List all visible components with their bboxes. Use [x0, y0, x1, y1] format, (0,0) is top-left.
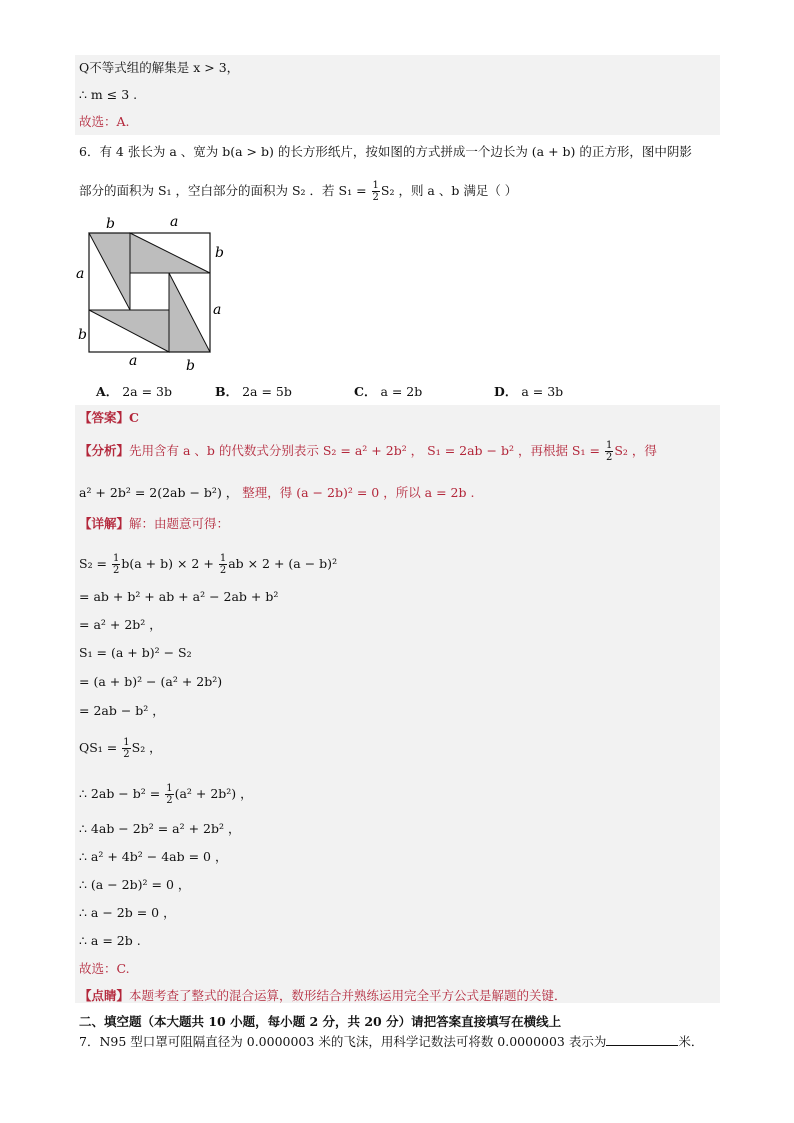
- option-c: C． a = 2b: [354, 384, 423, 399]
- detail-line-5: = 2ab − b² ，: [79, 703, 165, 718]
- q7-answer-blank[interactable]: [606, 1033, 678, 1046]
- q7-line: 7．N95 型口罩可阻隔直径为 0.0000003 米的飞沫，用科学记数法可将数 0.0000003 表示为 米．: [79, 1034, 704, 1049]
- shaded-triangle-right: [169, 273, 210, 352]
- label-left-a: a: [76, 266, 85, 282]
- detail-step-1: ∴ 4ab − 2b² = a² + 2b² ，: [79, 821, 241, 836]
- detail-line-4: = (a + b)² − (a² + 2b²): [79, 674, 223, 689]
- fraction-half: $\frac{1}{2}$: [123, 737, 130, 760]
- shaded-triangle-left: [89, 233, 130, 310]
- q6-stem-2-post: S₂ ，则 a 、b 满足（ ）: [380, 183, 518, 198]
- detail-choose: 故选：C.: [79, 961, 130, 976]
- detail-step-3: ∴ (a − 2b)² = 0 ，: [79, 877, 191, 892]
- top-line-2: ∴ m ≤ 3 .: [79, 87, 138, 102]
- q6-stem-1: 6．有 4 张长为 a 、宽为 b(a > b) 的长方形纸片，按如图的方式拼成一个边长为 (a + b) 的正方形，图中阴影: [79, 144, 692, 159]
- detail-step-5: ∴ a = 2b .: [79, 933, 141, 948]
- detail-step-2: ∴ a² + 4b² − 4ab = 0 ，: [79, 849, 228, 864]
- label-top-b: b: [106, 216, 115, 232]
- label-left-b: b: [78, 327, 87, 343]
- comment-line: 【点睛】本题考查了整式的混合运算，数形结合并熟练运用完全平方公式是解题的关键．: [79, 988, 567, 1003]
- detail-step-4: ∴ a − 2b = 0 ，: [79, 905, 176, 920]
- fraction-half: $\frac{1}{2}$: [166, 783, 173, 806]
- detail-intro: 【详解】解：由题意可得：: [79, 516, 230, 531]
- shaded-triangle-top: [130, 233, 210, 273]
- shaded-triangle-bottom-fill: [89, 310, 169, 352]
- option-b: B． 2a = 5b: [215, 384, 292, 399]
- analysis-line-1: 【分析】先用含有 a 、b 的代数式分别表示 S₂ = a² + 2b² ， S₁ = 2ab − b² ，再根据 S₁ = $\frac{1}{2}$ S₂ ，得: [79, 440, 657, 463]
- label-top-a: a: [170, 214, 179, 230]
- top-line-1: Q不等式组的解集是 x > 3，: [79, 60, 240, 75]
- detail-line-2: = a² + 2b² ，: [79, 617, 162, 632]
- q6-stem-2-pre: 部分的面积为 S₁ ，空白部分的面积为 S₂ ．若 S₁ =: [79, 183, 371, 198]
- option-d: D． a = 3b: [494, 384, 564, 399]
- answer-line: 【答案】C: [79, 410, 139, 425]
- analysis-line-2: a² + 2b² = 2(2ab − b²) ， 整理，得 (a − 2b)² = 0 ，所以 a = 2b .: [79, 485, 475, 500]
- detail-q: QS₁ = $\frac{1}{2}$ S₂ ，: [79, 737, 162, 760]
- q6-figure: [70, 212, 230, 374]
- label-right-a: a: [213, 302, 222, 318]
- detail-s2: S₂ = $\frac{1}{2}$ b(a + b) × 2 + $\frac{1}{2}$ ab × 2 + (a − b)²: [79, 553, 338, 576]
- label-bottom-a: a: [129, 353, 138, 369]
- detail-line-1: = ab + b² + ab + a² − 2ab + b²: [79, 589, 279, 604]
- detail-line-3: S₁ = (a + b)² − S₂: [79, 645, 192, 660]
- detail-t: ∴ 2ab − b² = $\frac{1}{2}$ (a² + 2b²) ，: [79, 783, 253, 806]
- section2-heading: 二、填空题（本大题共 10 小题，每小题 2 分，共 20 分）请把答案直接填写在横线上: [79, 1014, 562, 1029]
- fraction-half: $\frac{1}{2}$: [219, 553, 227, 576]
- fraction-half: $\frac{1}{2}$: [372, 180, 379, 203]
- fraction-half: $\frac{1}{2}$: [605, 440, 613, 463]
- top-line-3: 故选：A.: [79, 114, 130, 129]
- q6-stem-2: [79, 180, 517, 203]
- label-right-b: b: [215, 245, 224, 261]
- label-bottom-b: b: [186, 358, 195, 374]
- option-a: A． 2a = 3b: [96, 384, 172, 399]
- fraction-half: $\frac{1}{2}$: [113, 553, 120, 576]
